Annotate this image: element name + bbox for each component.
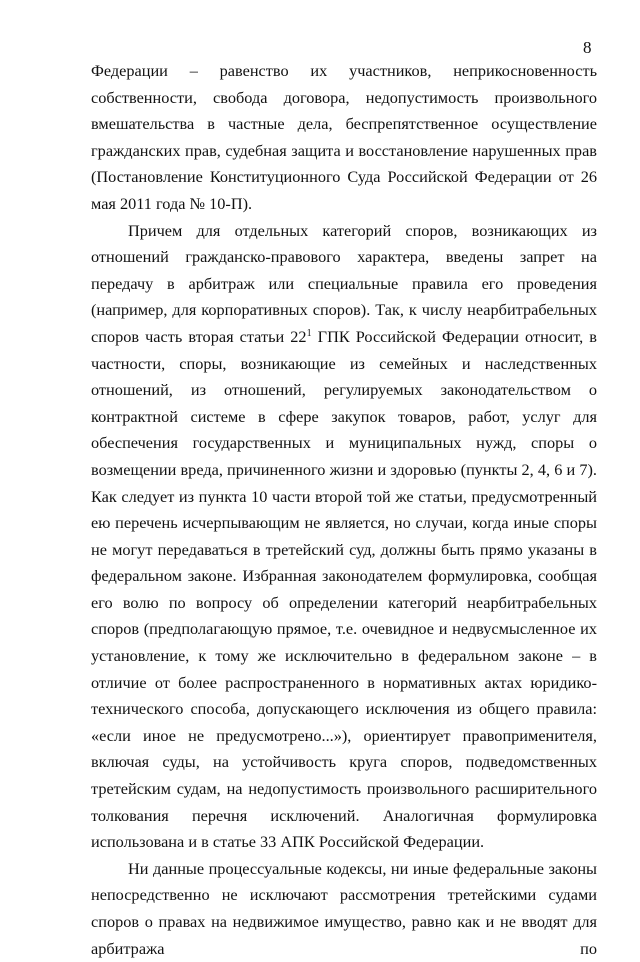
page-number: 8 [583,38,592,57]
paragraph-2-text-b: ГПК Российской Федерации относит, в частности, споры, возникающие из семейных и наследственных отношений, из отношений, регулируемых законодательством о контрактной системе в сфере закупок товаров, работ, услуг для обеспечения государственных и муниципальных нужд, споры о возмещении вреда, причиненного жизни и здоровью (пункты 2, 4, 6 и 7). Как следует из пункта 10 части второй той же статьи, предусмотренный ею перечень исчерпывающим не является, но случаи, когда иные споры не могут передаваться в третейский суд, должны быть прямо указаны в федеральном законе. Избранная законодателем формулировка, сообщая его волю по вопросу об определении категорий неарбитрабельных споров (предполагающую прямое, т.е. очевидное и недвусмысленное их установление, к тому же исключительно в федеральном законе – в отличие от более распространенного в нормативных актах юридико-технического способа, допускающего исключения из общего правила: «если иное не предусмотрено...»), ориентирует правоприменителя, включая суды, на устойчивость круга споров, подведомственных третейским судам, на недопустимость произвольного расширительного толкования перечня исключений. Аналогичная формулировка использована и в статье 33 АПК Российской Федерации. [91,326,597,852]
paragraph-2 [91,218,597,856]
paragraph-3: Ни данные процессуальные кодексы, ни иные федеральные законы непосредственно не исключают рассмотрения третейскими судами споров о правах на недвижимое имущество, равно как и не вводят для арбитража по [91,858,597,958]
document-body [91,58,597,962]
paragraph-1: Федерации – равенство их участников, неприкосновенность собственности, свобода договора, недопустимость произвольного вмешательства в частные дела, беспрепятственное осуществление гражданских прав, судебная защита и восстановление нарушенных прав (Постановление Конституционного Суда Российской Федерации от 26 мая 2011 года № 10-П). [91,61,597,213]
footnote-superscript: 1 [306,327,312,339]
paragraph-2-text-a: Причем для отдельных категорий споров, возникающих из отношений гражданско-правового характера, введены запрет на передачу в арбитраж или специальные правила его проведения (например, для корпоративных споров). Так, к числу неарбитрабельных споров часть вторая статьи 22 [91,220,597,346]
